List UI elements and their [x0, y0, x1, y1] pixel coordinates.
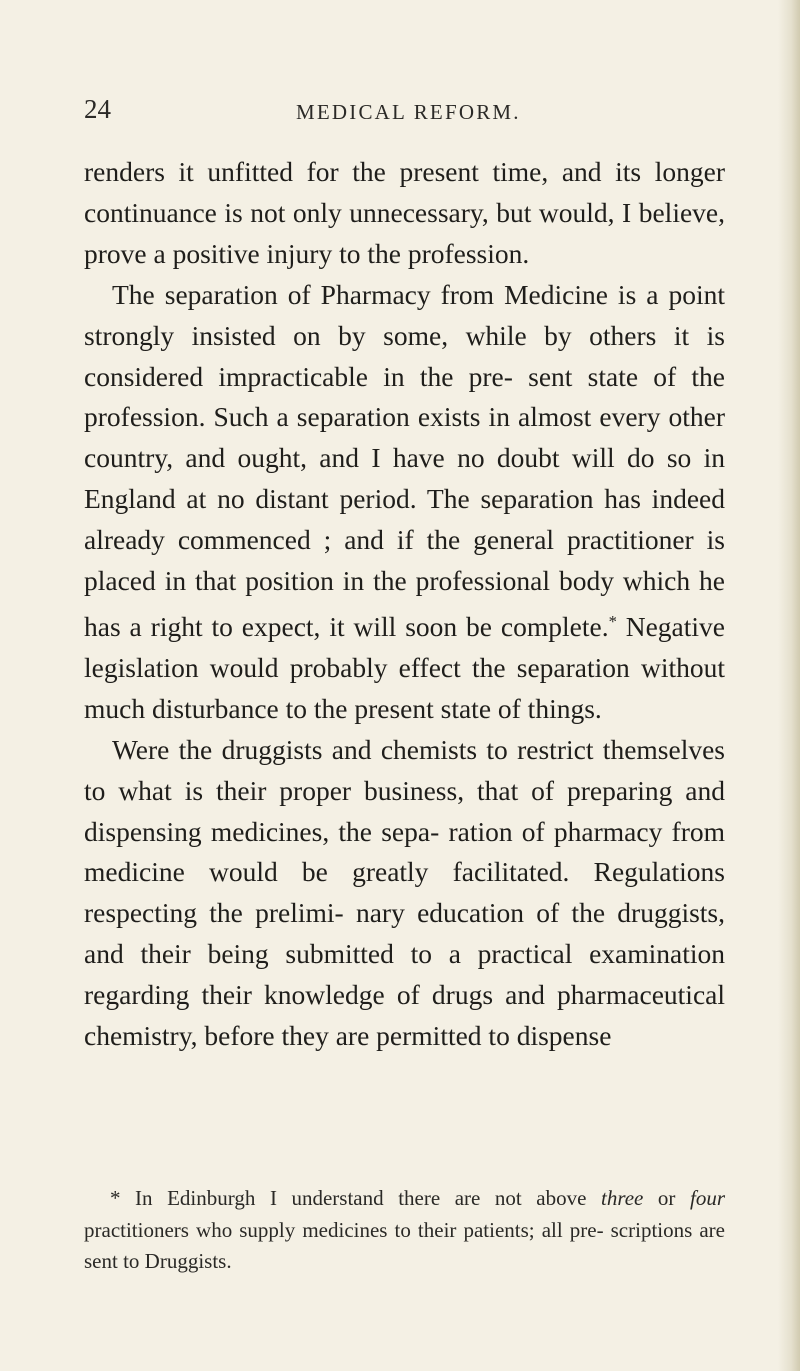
footnote-italic-three: three	[601, 1186, 644, 1210]
paragraph-1: renders it unfitted for the present time, and its longer continuance is not only unnecessary, but would, I believe, prove a positive injury to the profession.	[84, 156, 725, 269]
footnote-text-b: or	[643, 1186, 690, 1210]
paragraph-2	[84, 275, 725, 730]
body-text	[84, 152, 725, 1057]
running-title: MEDICAL REFORM.	[296, 100, 521, 124]
page-header	[84, 94, 724, 134]
page-edge-shadow	[778, 0, 800, 1371]
footnote	[84, 1183, 725, 1278]
footnote-mark: *	[110, 1186, 121, 1210]
paragraph-2-text-b: Negative legislation would probably effect the separation without much disturbance to the present state of things.	[84, 611, 725, 724]
footnote-italic-four: four	[689, 1186, 725, 1210]
footnote-text-a: In Edinburgh I understand there are not above	[120, 1186, 601, 1210]
footnote-reference-mark: *	[608, 611, 617, 631]
paragraph-2-text-a: The separation of Pharmacy from Medicine is a point strongly insisted on by some, while by others it is considered impracticable in the pre- sent state of the profession. Such a separation exists in almost every other country, and ought, and I have no doubt will do so in England at no distant period. The separation has indeed already commenced ; and if the general practitioner is placed in that position in the professional body which he has a right to expect, it will soon be complete.	[84, 278, 725, 643]
page-number: 24	[84, 94, 111, 124]
paragraph-3: Were the druggists and chemists to restrict themselves to what is their proper business, that of preparing and dispensing medicines, the sepa- ration of pharmacy from medicine would be greatly facilitated. Regulations respecting the prelimi- nary education of the druggists, and their being submitted to a practical examination regarding their knowledge of drugs and pharmaceutical chemistry, before they are permitted to dispense	[84, 733, 725, 1052]
footnote-text-c: practitioners who supply medicines to their patients; all pre- scriptions are sent to Druggists.	[84, 1217, 725, 1273]
footnote-text	[84, 1183, 725, 1278]
